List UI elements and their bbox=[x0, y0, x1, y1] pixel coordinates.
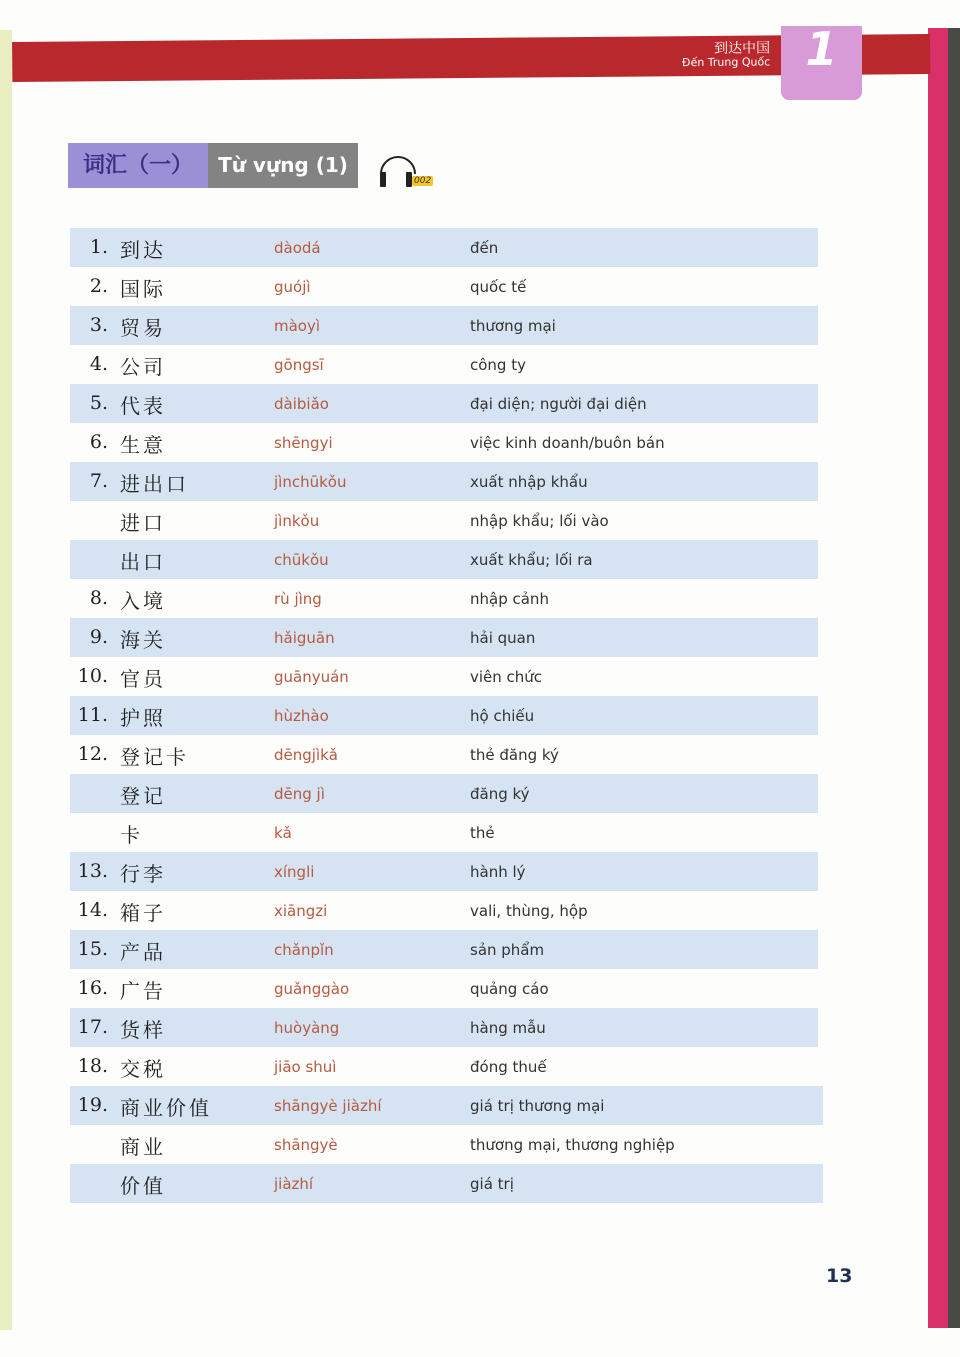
vocab-pinyin: huòyàng bbox=[274, 1019, 340, 1037]
vocab-number: 1. bbox=[89, 236, 108, 258]
vocab-pinyin: guānyuán bbox=[274, 668, 349, 686]
vocab-pinyin: xiāngzi bbox=[274, 902, 328, 920]
section-title-vi: Từ vựng (1) bbox=[208, 143, 358, 188]
vocab-row bbox=[70, 501, 818, 540]
vocab-hanzi: 登记 bbox=[120, 784, 166, 808]
vocab-hanzi: 广告 bbox=[120, 979, 166, 1003]
vocab-pinyin: guǎnggào bbox=[274, 980, 350, 998]
audio-track-number: 002 bbox=[414, 176, 432, 186]
vocab-number: 7. bbox=[89, 470, 108, 492]
vocab-meaning: thương mại, thương nghiệp bbox=[470, 1136, 675, 1154]
vocab-hanzi: 代表 bbox=[120, 394, 166, 418]
vocab-row bbox=[70, 1125, 823, 1164]
vocab-hanzi: 贸易 bbox=[120, 316, 166, 340]
vocab-pinyin: màoyì bbox=[274, 317, 321, 335]
vocab-number: 16. bbox=[77, 977, 108, 999]
vocab-row bbox=[70, 1086, 823, 1125]
vocab-number: 13. bbox=[77, 860, 108, 882]
vocab-hanzi: 商业 bbox=[120, 1135, 166, 1159]
vocab-number: 8. bbox=[89, 587, 108, 609]
vocab-meaning: nhập cảnh bbox=[470, 590, 549, 608]
vocab-meaning: đại diện; người đại diện bbox=[470, 395, 647, 413]
vocab-meaning: vali, thùng, hộp bbox=[470, 902, 588, 920]
vocab-pinyin: shēngyi bbox=[274, 434, 333, 452]
vocab-meaning: giá trị bbox=[470, 1175, 514, 1193]
vocab-meaning: công ty bbox=[470, 356, 526, 374]
vocab-row bbox=[70, 774, 818, 813]
vocab-meaning: viên chức bbox=[470, 668, 543, 686]
vocab-row bbox=[70, 618, 818, 657]
page-right-border bbox=[928, 28, 948, 1328]
vocab-pinyin: hǎiguān bbox=[274, 629, 335, 647]
vocab-number: 17. bbox=[77, 1016, 108, 1038]
vocab-pinyin: hùzhào bbox=[274, 707, 329, 725]
vocab-number: 11. bbox=[77, 704, 108, 726]
vocab-row bbox=[70, 345, 818, 384]
vocab-hanzi: 交税 bbox=[120, 1057, 166, 1081]
vocab-hanzi: 价值 bbox=[120, 1174, 166, 1198]
vocab-number: 6. bbox=[89, 431, 108, 453]
audio-track[interactable] bbox=[376, 148, 436, 190]
vocab-row bbox=[70, 423, 818, 462]
vocab-hanzi: 产品 bbox=[120, 940, 166, 964]
vocab-hanzi: 入境 bbox=[120, 589, 166, 613]
vocab-meaning: quảng cáo bbox=[470, 980, 549, 998]
vocab-pinyin: dēng jì bbox=[274, 785, 325, 803]
vocab-hanzi: 出口 bbox=[120, 550, 166, 574]
vocab-hanzi: 箱子 bbox=[120, 901, 166, 925]
vocab-meaning: hành lý bbox=[470, 863, 526, 881]
vocab-hanzi: 国际 bbox=[120, 277, 166, 301]
vocab-row bbox=[70, 1164, 823, 1203]
vocab-number: 14. bbox=[77, 899, 108, 921]
vocab-number: 9. bbox=[89, 626, 108, 648]
vocab-meaning: quốc tế bbox=[470, 278, 527, 296]
vocab-hanzi: 生意 bbox=[120, 433, 166, 457]
vocab-row bbox=[70, 579, 818, 618]
vocab-pinyin: kǎ bbox=[274, 824, 292, 842]
lesson-title-zh: 到达中国 bbox=[714, 40, 771, 57]
vocab-number: 10. bbox=[77, 665, 108, 687]
vocab-pinyin: dàodá bbox=[274, 239, 321, 257]
vocab-hanzi: 海关 bbox=[120, 628, 166, 652]
vocab-row bbox=[70, 969, 818, 1008]
vocab-meaning: thương mại bbox=[470, 317, 556, 335]
vocab-pinyin: shāngyè jiàzhí bbox=[274, 1097, 382, 1115]
section-title-zh: 词汇（一） bbox=[68, 143, 208, 188]
vocab-meaning: xuất nhập khẩu bbox=[470, 473, 588, 491]
vocab-meaning: đến bbox=[470, 239, 499, 257]
vocab-meaning: nhập khẩu; lối vào bbox=[470, 512, 609, 530]
vocab-hanzi: 护照 bbox=[120, 706, 166, 730]
vocab-row bbox=[70, 657, 818, 696]
vocab-pinyin: shāngyè bbox=[274, 1136, 338, 1154]
vocab-pinyin: jiàzhí bbox=[274, 1175, 314, 1193]
vocab-number: 5. bbox=[89, 392, 108, 414]
vocab-number: 2. bbox=[89, 275, 108, 297]
vocab-pinyin: gōngsī bbox=[274, 356, 324, 374]
lesson-title-vi: Đến Trung Quốc bbox=[681, 55, 771, 70]
vocab-row bbox=[70, 852, 818, 891]
vocab-row bbox=[70, 891, 818, 930]
vocab-hanzi: 到达 bbox=[120, 238, 166, 262]
vocab-hanzi: 货样 bbox=[120, 1018, 166, 1042]
vocab-number: 12. bbox=[77, 743, 108, 765]
vocab-row bbox=[70, 1047, 818, 1086]
vocab-pinyin: dēngjìkǎ bbox=[274, 746, 338, 764]
vocab-row bbox=[70, 540, 818, 579]
vocab-pinyin: chūkǒu bbox=[274, 551, 329, 569]
vocab-pinyin: jìnkǒu bbox=[274, 512, 320, 530]
vocab-number: 18. bbox=[77, 1055, 108, 1077]
vocab-meaning: thẻ bbox=[470, 824, 495, 842]
vocab-row bbox=[70, 930, 818, 969]
vocab-hanzi: 进出口 bbox=[120, 472, 189, 496]
page-number: 13 bbox=[826, 1265, 853, 1287]
vocab-meaning: hàng mẫu bbox=[470, 1019, 546, 1037]
vocab-row bbox=[70, 735, 818, 774]
page-binding-edge bbox=[948, 28, 960, 1328]
vocab-row bbox=[70, 696, 818, 735]
vocab-meaning: hải quan bbox=[470, 629, 536, 647]
vocab-row bbox=[70, 267, 818, 306]
vocab-pinyin: jìnchūkǒu bbox=[274, 473, 347, 491]
vocab-hanzi: 进口 bbox=[120, 511, 166, 535]
vocab-pinyin: chǎnpǐn bbox=[274, 941, 334, 959]
vocab-hanzi: 商业价值 bbox=[120, 1096, 212, 1120]
vocab-meaning: sản phẩm bbox=[470, 941, 545, 959]
vocab-hanzi: 官员 bbox=[120, 667, 166, 691]
vocab-meaning: giá trị thương mại bbox=[470, 1097, 605, 1115]
page-left-edge bbox=[0, 30, 12, 1330]
vocab-number: 19. bbox=[77, 1094, 108, 1116]
lesson-number-tab: 1 bbox=[781, 26, 862, 100]
vocab-pinyin: guójì bbox=[274, 278, 311, 296]
vocab-row bbox=[70, 384, 818, 423]
vocab-row bbox=[70, 306, 818, 345]
vocab-row bbox=[70, 1008, 818, 1047]
vocab-number: 15. bbox=[77, 938, 108, 960]
vocab-hanzi: 登记卡 bbox=[120, 745, 189, 769]
vocab-pinyin: dàibiǎo bbox=[274, 395, 329, 413]
vocab-meaning: hộ chiếu bbox=[470, 707, 535, 725]
vocab-pinyin: xíngli bbox=[274, 863, 315, 881]
vocab-meaning: xuất khẩu; lối ra bbox=[470, 551, 593, 569]
vocab-number: 3. bbox=[89, 314, 108, 336]
vocab-meaning: việc kinh doanh/buôn bán bbox=[470, 434, 665, 452]
vocab-pinyin: rù jìng bbox=[274, 590, 322, 608]
vocab-row bbox=[70, 228, 818, 267]
vocab-hanzi: 行李 bbox=[120, 862, 166, 886]
vocab-hanzi: 公司 bbox=[120, 355, 166, 379]
vocab-row bbox=[70, 813, 818, 852]
vocab-pinyin: jiāo shuì bbox=[274, 1058, 337, 1076]
vocab-meaning: thẻ đăng ký bbox=[470, 746, 559, 764]
vocab-hanzi: 卡 bbox=[120, 823, 143, 847]
vocab-number: 4. bbox=[89, 353, 108, 375]
vocab-meaning: đăng ký bbox=[470, 785, 530, 803]
vocab-row bbox=[70, 462, 818, 501]
vocab-meaning: đóng thuế bbox=[470, 1058, 547, 1076]
